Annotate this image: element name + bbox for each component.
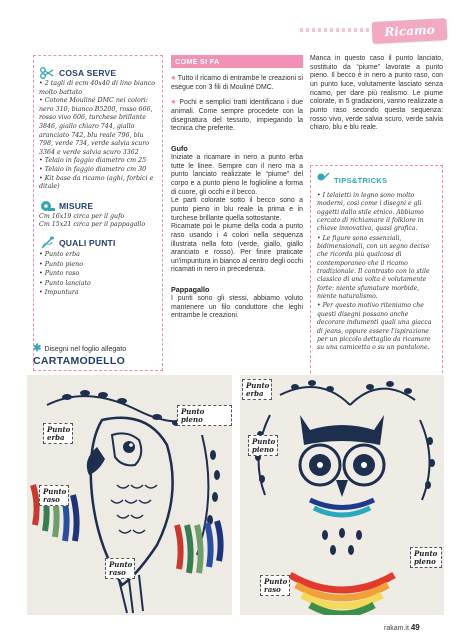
tips-heading: TIPS&TRICKS (317, 171, 436, 189)
label-punto-pieno-left: Punto pieno (248, 435, 278, 456)
paragraph: ● Pochi e semplici tratti identificano i due animali. Come sempre procedete con la disegnatura del tessuto, impiegando la tecnica che preferite. (171, 97, 303, 133)
materials-list (39, 80, 157, 192)
list-item: • Punto erba (39, 250, 157, 260)
bullet-icon: ● (171, 73, 176, 82)
list-item: • Kit base da ricamo (aghi, forbici e ditale) (39, 175, 157, 192)
paragraph: Iniziate a ricamare in nero a punto erba tutte le linee. Sempre con il nero ma a punto lanciato realizzate le “piume” del corpo e a punto pieno le foglioline a forma di cuore, gli occhi e il becco. (171, 153, 303, 196)
label-punto-raso-bottom: Punto raso (105, 558, 135, 579)
needle-thread-icon (39, 236, 55, 250)
owl-heading: Gufo (171, 143, 188, 153)
tips-box (310, 165, 443, 378)
list-item: • Cotone Mouliné DMC nei colori: nero 310, bianco B5200, rosso 666, rosso vivo 606, turchese brillante 3846, giallo chiaro 744, giallo aranciato 742, blu reale 796, blu 798, verde 734, verde salvia scuro 3364 e verde salvia scuro 3362 (39, 97, 157, 157)
asterisk-icon: ✱ (33, 343, 42, 354)
materials-box (33, 55, 163, 371)
list-item: • Punto pieno (39, 260, 157, 270)
paragraph: Le parti colorate sotto il becco sono a punto pieno in blu reale la prima e in turchese brillante quella sottostante. (171, 197, 303, 222)
stitch-list (39, 250, 157, 298)
pattern-title: CARTAMODELLO (33, 355, 126, 367)
list-item: • Telaio in faggio diametro cm 30 (39, 166, 157, 175)
list-item: • Per questo motivo riteniamo che questi disegni possano anche decorare indumenti quali una giacca di jeans, oppure essere l'ispirazione per un piccolo dettaglio da ricamare su una camicetta o su un pantalone. (317, 302, 436, 352)
needle-icon (317, 171, 330, 189)
label-punto-erba: Punto erba (43, 423, 73, 444)
list-item: • I telaietti in legno sono molto moderni, così come i disegni e gli oggetti dallo stile etnico. Abbiamo cercato di richiamare il folklore in chiave innovativa, quasi grafica. (317, 192, 436, 234)
label-punto-raso: Punto raso (39, 485, 69, 506)
tips-list (317, 192, 436, 353)
list-item: • Impuntura (39, 288, 157, 298)
size-owl: Cm 16x19 circa per il gufo (39, 212, 125, 220)
come-si-fa-heading: COME SI FA (171, 55, 303, 68)
decorative-dots (300, 28, 370, 32)
label-punto-erba: Punto erba (242, 379, 272, 400)
pattern-note-text: Disegni nel foglio allegato (44, 344, 127, 353)
tape-measure-icon (39, 199, 55, 213)
paragraph: ● Tutto il ricamo di entrambe le creazioni si esegue con 3 fili di Mouliné DMC. (171, 73, 303, 91)
owl-embroidery-photo (240, 375, 444, 615)
label-punto-raso: Punto raso (260, 575, 290, 596)
bullet-icon: ● (171, 97, 177, 107)
page-number: 49 (410, 623, 420, 632)
page-footer (384, 623, 420, 632)
list-item: • 2 tagli di ecm 40x40 di lino bianco molto battato (39, 80, 157, 97)
paragraph: Manca in questo caso il punto lanciato, sostituito da “piume” lavorate a punto pieno. Il becco è in nero a punto raso, con un punto luce, volutamente lasciato senza ricamo, per dare più realismo. Le piume colorate, in 5 gradazioni, vanno realizzate a punto raso secondo questa sequenza: rosso vivo, verde salvia scuro, verde salvia chiaro, blu e blu reale. (310, 55, 443, 132)
label-punto-pieno-right: Punto pieno (410, 547, 442, 568)
scissors-icon (39, 66, 55, 80)
instructions-column (171, 55, 303, 321)
list-item: • Le figure sono essenziali, bidimensionali, con un segno deciso che ricorda più qualcosa di contemporaneo che il ricamo tradizionale. Il contrasto con lo stile classico di una volta è volutamente forte: niente sfumature morbide, niente naturalismo. (317, 235, 436, 302)
list-item: • Punto raso (39, 269, 157, 279)
list-item: • Punto lanciato (39, 279, 157, 289)
parrot-heading: Pappagallo (171, 285, 210, 295)
paragraph: I punti sono gli stessi, abbiamo voluto mantenere un filo conduttore che leghi entrambe le creazioni. (171, 295, 303, 320)
size-parrot: Cm 15x21 circa per il pappagallo (39, 221, 146, 229)
list-item: • Telaio in faggio diametro cm 25 (39, 157, 157, 166)
site-name: rakam.it (384, 625, 409, 632)
pattern-note (33, 343, 163, 367)
quali-punti-heading: QUALI PUNTI (39, 236, 157, 250)
cosa-serve-heading: COSA SERVE (39, 66, 157, 80)
label-punto-pieno: Punto pieno (177, 405, 232, 426)
parrot-embroidery-photo (27, 375, 232, 615)
continued-column (310, 55, 443, 133)
paragraph: Ricamate poi le piume della coda a punto raso usando i 4 colori nella sequenza illustrata nella foto (verde, giallo, giallo aranciato e rosso). Per finire praticate un'impuntura in bianco al centro degli occhi ricamati in nero in precedenza. (171, 223, 303, 274)
misure-heading: MISURE (39, 199, 157, 213)
section-tag: Ricamo (371, 18, 447, 44)
